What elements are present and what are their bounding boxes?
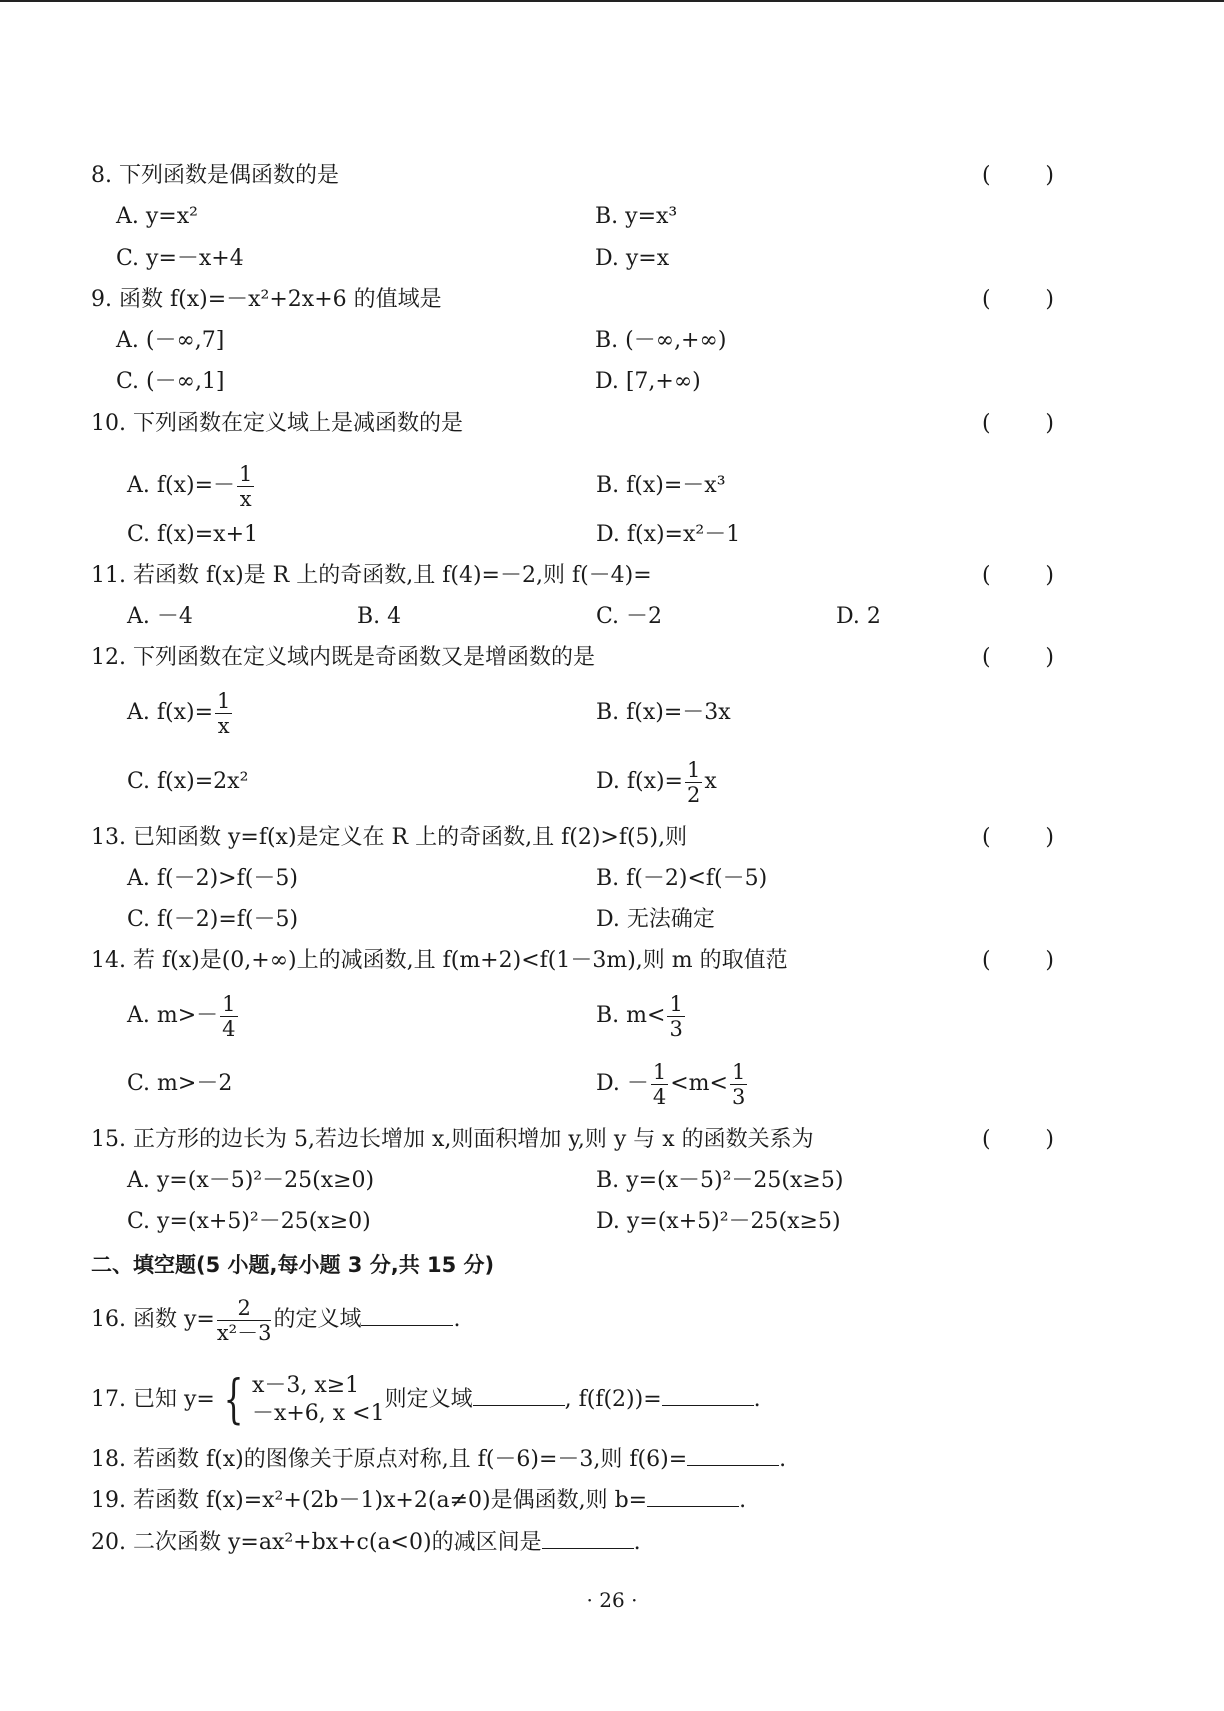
option-d: D. 2 <box>836 604 881 629</box>
denominator: 2 <box>687 782 701 807</box>
numerator: 1 <box>687 757 701 782</box>
case-1: x－3, x≥1 <box>251 1373 360 1398</box>
answer-bracket <box>982 156 1054 196</box>
question-10 <box>0 404 1224 444</box>
option-a-text: A. f(x)=－ <box>127 473 236 498</box>
period: . <box>633 1530 641 1555</box>
option-d <box>596 756 717 808</box>
bracket-left: ( <box>982 948 991 973</box>
question-10-options-ab <box>0 460 1224 512</box>
question-13-options-ab <box>0 859 1224 899</box>
question-9 <box>0 280 1224 320</box>
question-stem <box>91 1481 746 1521</box>
numerator: 1 <box>652 1059 667 1084</box>
option-c: C. (－∞,1] <box>116 369 225 394</box>
question-stem: 9. 函数 f(x)=－x²+2x+6 的值域是 <box>91 287 442 312</box>
answer-bracket <box>982 556 1054 596</box>
answer-blank[interactable] <box>687 1441 779 1466</box>
denominator: x <box>239 486 252 511</box>
period: . <box>739 1488 747 1513</box>
answer-bracket <box>982 818 1054 858</box>
denominator: x <box>217 713 230 738</box>
question-12-options-cd <box>0 756 1224 808</box>
option-a <box>127 687 234 739</box>
question-14-options-ab <box>0 990 1224 1042</box>
option-b: B. (－∞,+∞) <box>595 328 727 353</box>
answer-bracket <box>982 941 1054 981</box>
bracket-right: ) <box>1045 645 1054 670</box>
question-text: 20. 二次函数 y=ax²+bx+c(a<0)的减区间是 <box>91 1530 542 1555</box>
question-stem: 10. 下列函数在定义域上是减函数的是 <box>91 411 463 436</box>
question-15 <box>0 1120 1224 1160</box>
option-a-text: A. f(x)= <box>127 700 214 725</box>
option-c: C. f(x)=x+1 <box>127 522 259 547</box>
question-text: 18. 若函数 f(x)的图像关于原点对称,且 f(－6)=－3,则 f(6)= <box>91 1447 688 1472</box>
question-stem <box>91 1440 786 1480</box>
option-a <box>127 460 256 512</box>
denominator: 4 <box>652 1084 667 1109</box>
fraction <box>651 1060 668 1109</box>
option-b: B. f(x)=－x³ <box>596 473 726 498</box>
bracket-right: ) <box>1045 825 1054 850</box>
option-c: C. y=(x+5)²－25(x≥0) <box>127 1209 371 1234</box>
question-stem <box>91 1366 761 1434</box>
question-12-options-ab <box>0 687 1224 739</box>
question-9-options-ab <box>0 321 1224 361</box>
question-stem: 11. 若函数 f(x)是 R 上的奇函数,且 f(4)=－2,则 f(－4)= <box>91 563 652 588</box>
case-2: －x+6, x <1 <box>251 1401 385 1426</box>
answer-blank-1[interactable] <box>473 1381 565 1406</box>
option-a: A. (－∞,7] <box>116 328 225 353</box>
question-stem: 13. 已知函数 y=f(x)是定义在 R 上的奇函数,且 f(2)>f(5),则 <box>91 825 688 850</box>
option-d: D. y=(x+5)²－25(x≥5) <box>596 1209 841 1234</box>
bracket-right: ) <box>1045 411 1054 436</box>
question-8 <box>0 156 1224 196</box>
option-b-text: B. m< <box>596 1003 666 1028</box>
bracket-left: ( <box>982 563 991 588</box>
option-c: C. y=－x+4 <box>116 246 244 271</box>
option-d-suffix: x <box>704 769 717 794</box>
period: . <box>453 1307 461 1332</box>
brace: { <box>223 1370 244 1430</box>
fraction <box>685 758 702 807</box>
section-title: 二、填空题(5 小题,每小题 3 分,共 15 分) <box>91 1253 495 1277</box>
option-a: A. y=(x－5)²－25(x≥0) <box>127 1168 375 1193</box>
option-c: C. f(x)=2x² <box>127 769 249 794</box>
option-a-text: A. m>－ <box>127 1003 219 1028</box>
option-a: A. y=x² <box>116 204 198 229</box>
option-b: B. 4 <box>357 604 402 629</box>
answer-bracket <box>982 404 1054 444</box>
option-b: B. y=x³ <box>595 204 678 229</box>
bracket-right: ) <box>1045 287 1054 312</box>
bracket-left: ( <box>982 825 991 850</box>
question-15-options-cd <box>0 1202 1224 1242</box>
question-text: 16. 函数 y= <box>91 1307 215 1332</box>
question-stem <box>91 1523 641 1563</box>
option-b <box>596 990 687 1042</box>
option-d-text: D. － <box>596 1071 649 1096</box>
question-8-options-cd <box>0 239 1224 279</box>
option-d-text: D. f(x)= <box>596 769 683 794</box>
option-a: A. －4 <box>127 604 193 629</box>
numerator: 1 <box>239 461 253 486</box>
answer-blank[interactable] <box>647 1482 739 1507</box>
question-12 <box>0 638 1224 678</box>
option-b: B. f(x)=－3x <box>596 700 731 725</box>
denominator: 3 <box>669 1016 683 1041</box>
bracket-left: ( <box>982 163 991 188</box>
denominator: 4 <box>222 1016 236 1041</box>
question-9-options-cd <box>0 362 1224 402</box>
bracket-right: ) <box>1045 163 1054 188</box>
question-17 <box>0 1366 1224 1434</box>
numerator: 1 <box>217 688 231 713</box>
bracket-left: ( <box>982 411 991 436</box>
question-11-options <box>0 597 1224 637</box>
fraction <box>730 1060 747 1109</box>
fraction <box>237 462 254 511</box>
question-20 <box>0 1523 1224 1563</box>
question-text: 17. 已知 y= <box>91 1387 215 1412</box>
question-text-second: , f(f(2))= <box>564 1387 662 1412</box>
bracket-right: ) <box>1045 563 1054 588</box>
period: . <box>753 1387 761 1412</box>
option-c: C. f(－2)=f(－5) <box>127 907 299 932</box>
bracket-left: ( <box>982 1127 991 1152</box>
fraction <box>220 992 237 1041</box>
fraction <box>217 1296 272 1345</box>
question-19 <box>0 1481 1224 1521</box>
option-a: A. f(－2)>f(－5) <box>127 866 298 891</box>
question-stem: 8. 下列函数是偶函数的是 <box>91 163 339 188</box>
page-number: · 26 · <box>586 1588 638 1612</box>
fraction <box>667 992 684 1041</box>
question-text-middle: 则定义域 <box>384 1387 473 1412</box>
option-d: D. y=x <box>595 246 670 271</box>
piecewise-function <box>215 1372 385 1428</box>
answer-blank[interactable] <box>542 1524 634 1549</box>
question-13 <box>0 818 1224 858</box>
question-11 <box>0 556 1224 596</box>
bracket-right: ) <box>1045 948 1054 973</box>
answer-bracket <box>982 280 1054 320</box>
answer-blank-2[interactable] <box>662 1381 754 1406</box>
bracket-left: ( <box>982 287 991 312</box>
bracket-right: ) <box>1045 1127 1054 1152</box>
question-text-suffix: 的定义域 <box>273 1307 362 1332</box>
denominator: x²－3 <box>216 1320 272 1345</box>
answer-blank[interactable] <box>361 1301 453 1326</box>
question-14 <box>0 941 1224 981</box>
question-16 <box>0 1294 1224 1346</box>
option-d <box>596 1058 749 1110</box>
question-13-options-cd <box>0 900 1224 940</box>
question-10-options-cd <box>0 515 1224 555</box>
option-c: C. －2 <box>596 604 663 629</box>
bracket-left: ( <box>982 645 991 670</box>
numerator: 1 <box>669 991 683 1016</box>
question-stem: 12. 下列函数在定义域内既是奇函数又是增函数的是 <box>91 645 595 670</box>
question-stem <box>91 1294 460 1346</box>
option-d: D. f(x)=x²－1 <box>596 522 741 547</box>
answer-bracket <box>982 1120 1054 1160</box>
question-text: 19. 若函数 f(x)=x²+(2b－1)x+2(a≠0)是偶函数,则 b= <box>91 1488 648 1513</box>
question-14-options-cd <box>0 1058 1224 1110</box>
numerator: 1 <box>731 1059 746 1084</box>
option-d-inequality: <m< <box>670 1071 728 1096</box>
numerator: 2 <box>217 1296 272 1321</box>
question-stem: 15. 正方形的边长为 5,若边长增加 x,则面积增加 y,则 y 与 x 的函数关系为 <box>91 1127 814 1152</box>
fraction <box>215 689 232 738</box>
option-d: D. 无法确定 <box>596 907 715 932</box>
answer-bracket <box>982 638 1054 678</box>
question-15-options-ab <box>0 1161 1224 1201</box>
numerator: 1 <box>222 991 236 1016</box>
period: . <box>779 1447 787 1472</box>
option-a <box>127 990 240 1042</box>
question-stem: 14. 若 f(x)是(0,+∞)上的减函数,且 f(m+2)<f(1－3m),则 m 的取值范 <box>91 948 788 973</box>
denominator: 3 <box>731 1084 746 1109</box>
option-b: B. y=(x－5)²－25(x≥5) <box>596 1168 844 1193</box>
option-d: D. [7,+∞) <box>595 369 701 394</box>
question-8-options-ab <box>0 197 1224 237</box>
option-c: C. m>－2 <box>127 1071 233 1096</box>
option-b: B. f(－2)<f(－5) <box>596 866 768 891</box>
question-18 <box>0 1440 1224 1480</box>
section-2-heading <box>0 1245 1224 1285</box>
cases <box>252 1372 385 1428</box>
